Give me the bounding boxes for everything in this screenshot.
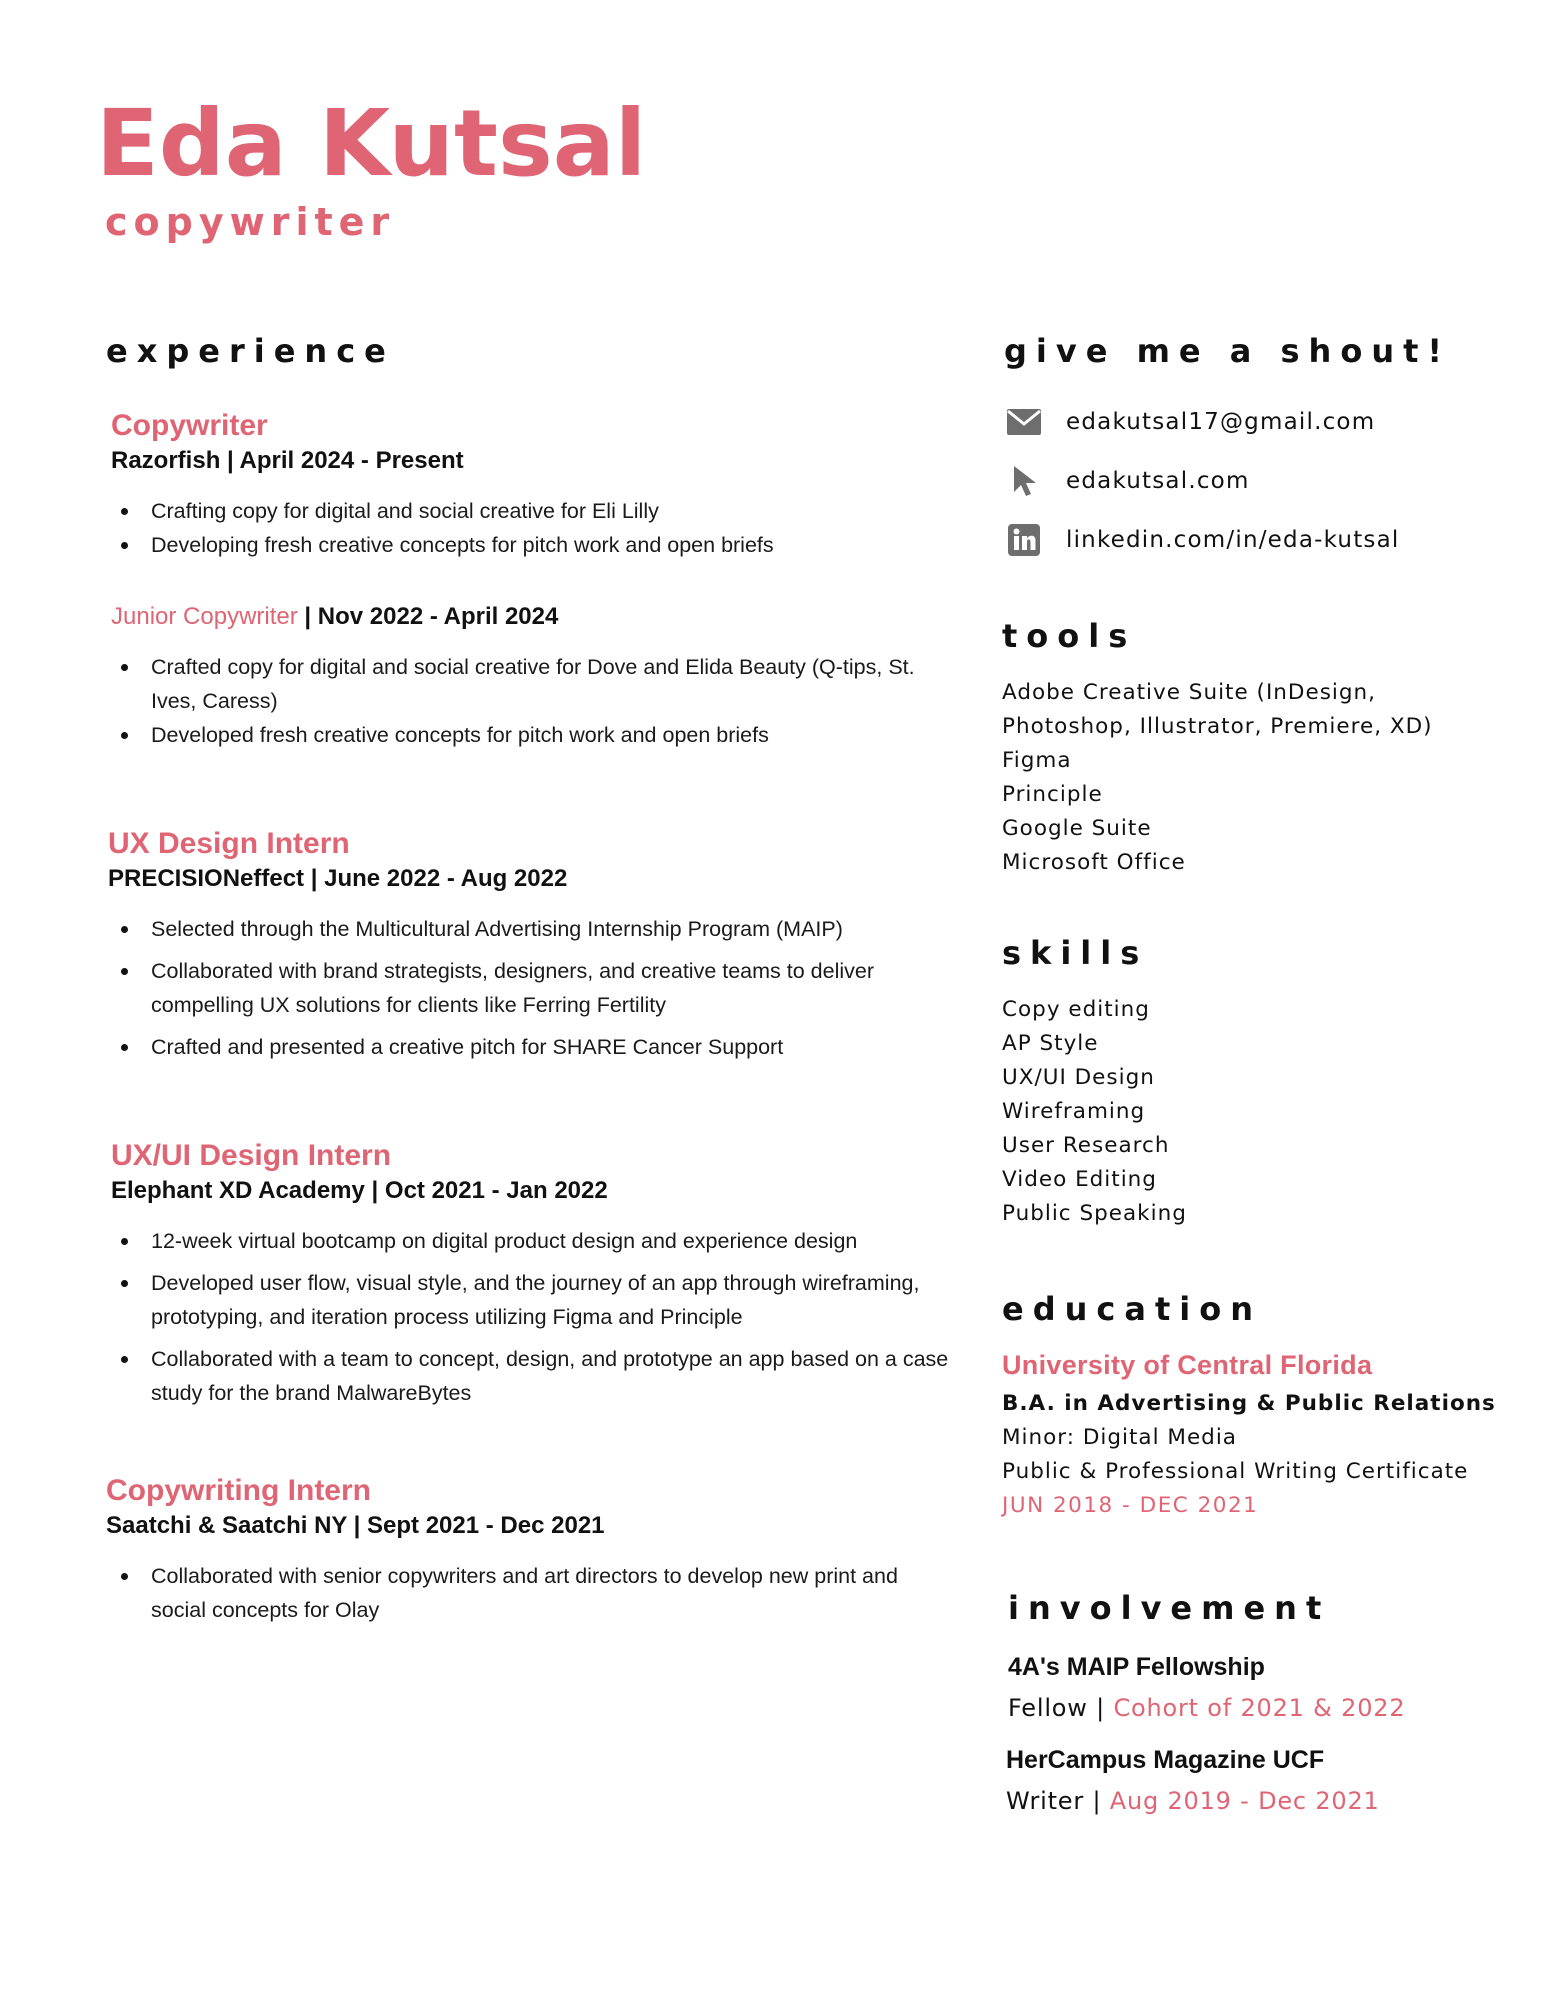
job-header-line — [111, 600, 941, 634]
job-bullet: Collaborated with a team to concept, design, and prototype an app based on a case study for the brand MalwareBytes — [111, 1342, 961, 1410]
cursor-icon — [1004, 461, 1044, 501]
resume-subtitle: copywriter — [105, 200, 396, 244]
job-bullets — [111, 1559, 956, 1627]
job-bullet: Collaborated with brand strategists, designers, and creative teams to deliver compelling UX solutions for clients like Ferring Fertility — [111, 954, 958, 1022]
website-text[interactable]: edakutsal.com — [1066, 468, 1250, 494]
job-bullets — [111, 912, 958, 1064]
involvement-item — [1006, 1743, 1380, 1821]
education-dates: JUN 2018 - DEC 2021 — [1002, 1493, 1259, 1518]
job-copywriter — [111, 408, 961, 562]
skills-item: Public Speaking — [1002, 1201, 1187, 1226]
job-bullet: Developed user flow, visual style, and the journey of an app through wireframing, prototyping, and iteration process utilizing Figma and Principle — [111, 1266, 961, 1334]
email-text[interactable]: edakutsal17@gmail.com — [1066, 409, 1376, 435]
separator: | — [1084, 1787, 1110, 1815]
job-bullet: Developing fresh creative concepts for pitch work and open briefs — [111, 528, 961, 562]
involvement-role-line — [1008, 1688, 1405, 1728]
tools-heading: tools — [1002, 617, 1137, 655]
involvement-title: HerCampus Magazine UCF — [1006, 1746, 1325, 1774]
job-bullets — [111, 494, 961, 562]
skills-item: AP Style — [1002, 1031, 1099, 1056]
involvement-detail: Cohort of 2021 & 2022 — [1113, 1694, 1406, 1722]
tools-item: Figma — [1002, 748, 1072, 773]
job-role: Copywriter — [111, 409, 268, 442]
job-bullet: Crafted and presented a creative pitch for SHARE Cancer Support — [111, 1030, 958, 1064]
job-role: UX/UI Design Intern — [111, 1139, 392, 1172]
skills-item: User Research — [1002, 1133, 1170, 1158]
skills-list — [1002, 993, 1187, 1231]
job-ux-design-intern — [108, 826, 958, 1064]
tools-item: Google Suite — [1002, 816, 1152, 841]
linkedin-icon — [1004, 520, 1044, 560]
job-org: PRECISIONeffect | June 2022 - Aug 2022 — [108, 865, 568, 892]
skills-item: Copy editing — [1002, 997, 1150, 1022]
job-role: Copywriting Intern — [106, 1474, 371, 1507]
education-entry — [1002, 1350, 1496, 1523]
education-heading: education — [1002, 1290, 1262, 1328]
job-copywriting-intern — [106, 1473, 956, 1627]
linkedin-text[interactable]: linkedin.com/in/eda-kutsal — [1066, 527, 1400, 553]
skills-item: UX/UI Design — [1002, 1065, 1155, 1090]
tools-item: Microsoft Office — [1002, 850, 1186, 875]
contact-heading: give me a shout! — [1004, 332, 1451, 370]
skills-item: Video Editing — [1002, 1167, 1157, 1192]
tools-item: Photoshop, Illustrator, Premiere, XD) — [1002, 714, 1433, 739]
job-ux-ui-design-intern — [111, 1138, 961, 1410]
job-bullet: 12-week virtual bootcamp on digital product design and experience design — [111, 1224, 961, 1258]
job-org: Elephant XD Academy | Oct 2021 - Jan 2022 — [111, 1177, 608, 1204]
experience-heading: experience — [106, 332, 395, 370]
involvement-detail: Aug 2019 - Dec 2021 — [1109, 1787, 1380, 1815]
skills-heading: skills — [1002, 934, 1149, 972]
job-dates: | Nov 2022 - April 2024 — [297, 603, 559, 630]
job-bullet: Selected through the Multicultural Advertising Internship Program (MAIP) — [111, 912, 958, 946]
job-role: UX Design Intern — [108, 827, 350, 860]
education-minor: Minor: Digital Media — [1002, 1425, 1237, 1450]
involvement-role-line — [1006, 1781, 1380, 1821]
contact-linkedin[interactable] — [1004, 520, 1400, 560]
education-certificate: Public & Professional Writing Certificate — [1002, 1459, 1469, 1484]
involvement-title: 4A's MAIP Fellowship — [1008, 1653, 1265, 1681]
involvement-role: Fellow — [1008, 1694, 1088, 1722]
separator: | — [1087, 1694, 1114, 1722]
tools-item: Adobe Creative Suite (InDesign, — [1002, 680, 1376, 705]
contact-email[interactable] — [1004, 402, 1375, 442]
tools-item: Principle — [1002, 782, 1103, 807]
envelope-icon — [1004, 402, 1044, 442]
tools-list — [1002, 676, 1433, 880]
education-school: University of Central Florida — [1002, 1350, 1373, 1380]
involvement-heading: involvement — [1008, 1589, 1331, 1627]
job-org: Saatchi & Saatchi NY | Sept 2021 - Dec 2021 — [106, 1512, 605, 1539]
job-bullets — [111, 1224, 961, 1410]
involvement-item — [1008, 1650, 1405, 1728]
job-bullet: Crafted copy for digital and social creative for Dove and Elida Beauty (Q-tips, St. Ives, Caress) — [111, 650, 941, 718]
resume-name: Eda Kutsal — [96, 90, 647, 197]
job-org: Razorfish | April 2024 - Present — [111, 447, 464, 474]
job-junior-copywriter — [111, 600, 941, 752]
job-bullets — [111, 650, 941, 752]
job-bullet: Collaborated with senior copywriters and art directors to develop new print and social concepts for Olay — [111, 1559, 956, 1627]
contact-website[interactable] — [1004, 461, 1250, 501]
job-bullet: Crafting copy for digital and social creative for Eli Lilly — [111, 494, 961, 528]
education-degree: B.A. in Advertising & Public Relations — [1002, 1391, 1496, 1416]
job-role: Junior Copywriter — [111, 603, 298, 630]
job-bullet: Developed fresh creative concepts for pitch work and open briefs — [111, 718, 941, 752]
skills-item: Wireframing — [1002, 1099, 1146, 1124]
involvement-role: Writer — [1006, 1787, 1085, 1815]
